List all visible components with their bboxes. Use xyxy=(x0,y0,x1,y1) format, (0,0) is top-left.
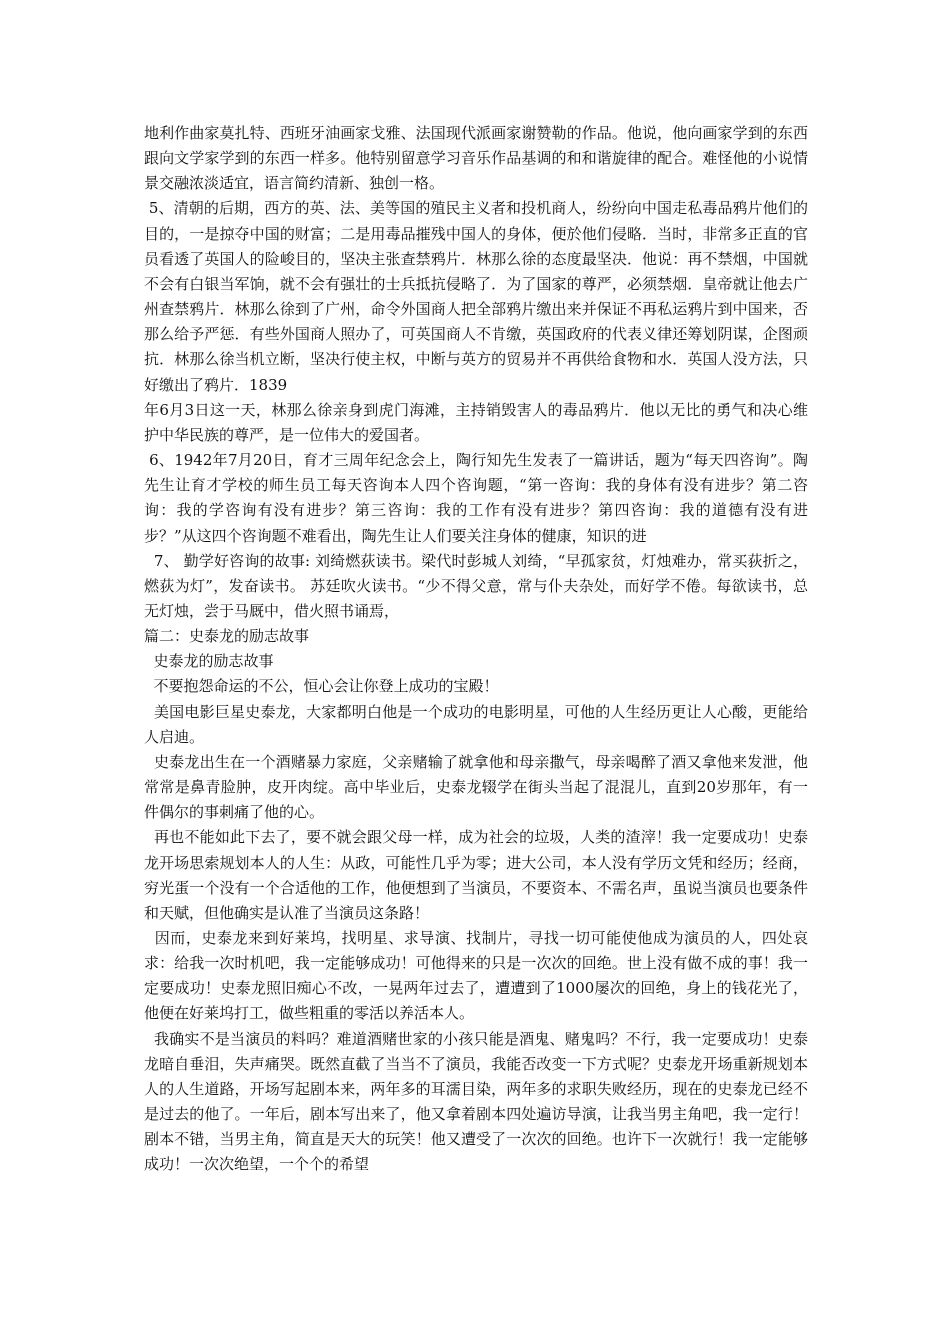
paragraph-decision: 再也不能如此下去了，要不就会跟父母一样，成为社会的垃圾，人类的渣滓！我一定要成功！史泰龙开场思索规划本人的人生：从政，可能性几乎为零；进大公司，本人没有学历文凭和经历；经商，穷光蛋一个没有一个合适他的工作，他便想到了当演员，不要资本、不需名声，虽说当演员也要条件和天赋，但他确实是认准了当演员这条路！ xyxy=(144,828,808,922)
paragraph-story-6-four-questions: 6、1942年7月20日，育才三周年纪念会上，陶行知先生发表了一篇讲话，题为“每天四咨询”。陶先生让育才学校的师生员工每天咨询本人四个咨询题，“第一咨询：我的身体有没有进步？第二咨询：我的学咨询有没有进步？第三咨询：我的工作有没有进步？第四咨询：我的道德有没有进步？”从这四个咨询题不难看出，陶先生让人们要关注身体的健康，知识的进 xyxy=(144,451,808,545)
paragraph-story-5-opium: 5、清朝的后期，西方的英、法、美等国的殖民主义者和投机商人，纷纷向中国走私毒品鸦片他们的目的，一是掠夺中国的财富；二是用毒品摧残中国人的身体，便於他们侵略．当时，非常多正直的官员看透了英国人的险峻目的，坚决主张查禁鸦片．林那么徐的态度最坚决．他说：再不禁烟，中国就不会有白银当军饷，就不会有强壮的士兵抵抗侵略了．为了国家的尊严，必须禁烟．皇帝就让他去广州查禁鸦片．林那么徐到了广州，命令外国商人把全部鸦片缴出来并保证不再私运鸦片到中国来，否那么给予严惩．有些外国商人照办了，可英国商人不肯缴，英国政府的代表义律还筹划阴谋，企图顽抗．林那么徐当机立断，坚决行使主权，中断与英方的贸易并不再供给食物和水．英国人没方法，只好缴出了鸦片．1839 xyxy=(144,199,808,394)
paragraph-story-5-continued: 年6月3日这一天，林那么徐亲身到虎门海滩，主持销毁害人的毒品鸦片．他以无比的勇气和决心维护中华民族的尊严，是一位伟大的爱国者。 xyxy=(144,400,808,444)
paragraph-screenplay: 我确实不是当演员的料吗？难道酒赌世家的小孩只能是酒鬼、赌鬼吗？不行，我一定要成功！史泰龙暗自垂泪，失声痛哭。既然直截了当当不了演员，我能否改变一下方式呢？史泰龙开场重新规划本人的人生道路，开场写起剧本来，两年多的耳濡目染，两年多的求职失败经历，现在的史泰龙已经不是过去的他了。一年后，剧本写出来了，他又拿着剧本四处遍访导演，让我当男主角吧，我一定行！剧本不错，当男主角，简直是天大的玩笑！他又遭受了一次次的回绝。也许下一次就行！我一定能够成功！一次次绝望，一个个的希望 xyxy=(144,1029,808,1174)
section-heading-part-two: 篇二：史泰龙的励志故事 xyxy=(144,627,310,646)
paragraph-story-7-study: 7、 勤学好咨询的故事: 刘绮燃荻读书。梁代时彭城人刘绮，“早孤家贫，灯烛难办，常买荻折之，燃荻为灯”，发奋读书。 苏廷吹火读书。“少不得父意，常与仆夫杂处，而好学不倦。每欲读书，总无灯烛，尝于马厩中，借火照书诵焉， xyxy=(144,551,808,620)
paragraph-intro: 美国电影巨星史泰龙，大家都明白他是一个成功的电影明星，可他的人生经历更让人心酸，更能给人启迪。 xyxy=(144,702,808,746)
document-page xyxy=(144,121,808,1178)
paragraph-hollywood: 因而，史泰龙来到好莱坞，找明星、求导演、找制片，寻找一切可能使他成为演员的人，四处哀求：给我一次时机吧，我一定能够成功！可他得来的只是一次次的回绝。世上没有做不成的事！我一定要成功！史泰龙照旧痴心不改，一晃两年过去了，遭遭到了1000屡次的回绝，身上的钱花光了，他便在好莱坞打工，做些粗重的零活以养活本人。 xyxy=(144,929,808,1023)
paragraph-art-influence: 地利作曲家莫扎特、西班牙油画家戈雅、法国现代派画家谢赞勒的作品。他说，他向画家学到的东西跟向文学家学到的东西一样多。他特别留意学习音乐作品基调的和和谐旋律的配合。难怪他的小说情景交融浓淡适宜，语言简约清新、独创一格。 xyxy=(144,124,808,193)
article-title: 史泰龙的励志故事 xyxy=(144,652,274,671)
paragraph-motto: 不要抱怨命运的不公，恒心会让你登上成功的宝殿！ xyxy=(144,677,499,696)
paragraph-childhood: 史泰龙出生在一个酒赌暴力家庭，父亲赌输了就拿他和母亲撒气，母亲喝醉了酒又拿他来发泄，他常常是鼻青脸肿，皮开肉绽。高中毕业后，史泰龙辍学在街头当起了混混儿，直到20岁那年，有一件偶尔的事刺痛了他的心。 xyxy=(144,752,808,822)
